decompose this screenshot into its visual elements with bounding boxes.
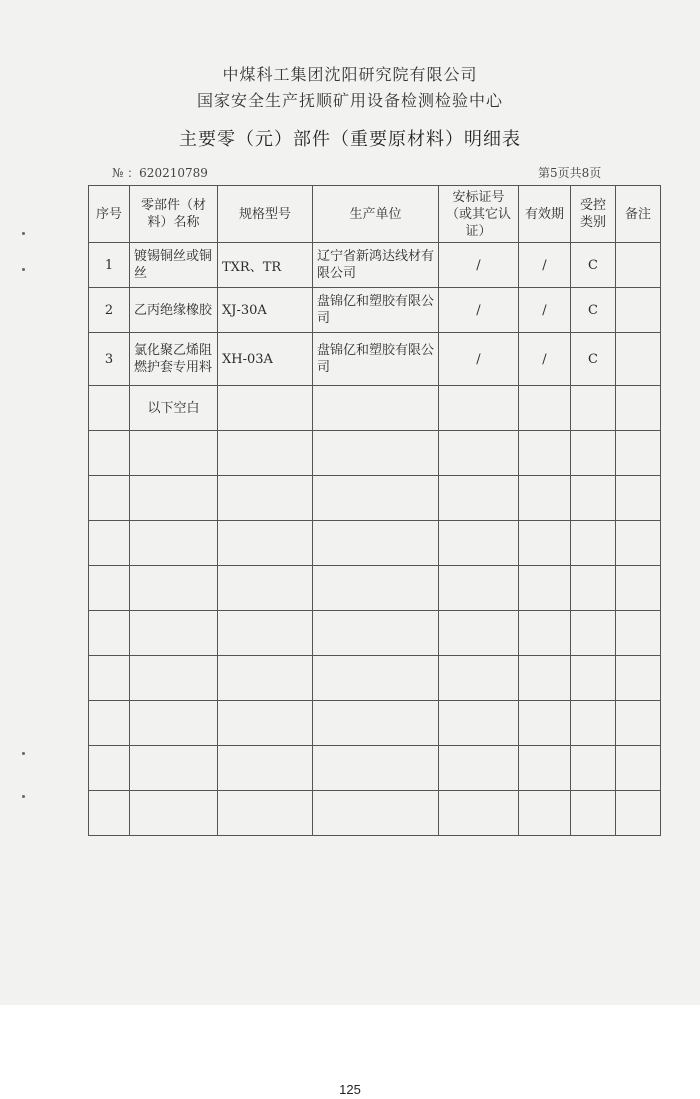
row-category: C (571, 243, 616, 288)
table-row (89, 386, 661, 431)
empty-row (89, 476, 661, 521)
row-cert: / (439, 243, 519, 288)
blank-note: 以下空白 (130, 386, 218, 431)
row-name: 氯化聚乙烯阻燃护套专用料 (130, 333, 218, 386)
row-name: 镀锡铜丝或铜丝 (130, 243, 218, 288)
parts-detail-table (88, 185, 661, 836)
col-header-name: 零部件（材料）名称 (130, 186, 218, 243)
row-validity: / (519, 333, 571, 386)
row-category: C (571, 288, 616, 333)
table-row (89, 333, 661, 386)
row-cert: / (439, 288, 519, 333)
row-model: XH-03A (218, 333, 313, 386)
empty-row (89, 431, 661, 476)
margin-mark (22, 232, 25, 235)
empty-row (89, 566, 661, 611)
col-header-no: 序号 (89, 186, 130, 243)
blank-cell (616, 386, 661, 431)
row-no: 2 (89, 288, 130, 333)
row-model: TXR、TR (218, 243, 313, 288)
page-info: 第5页共8页 (538, 166, 602, 180)
blank-cell (519, 386, 571, 431)
empty-row (89, 611, 661, 656)
row-maker: 辽宁省新鸿达线材有限公司 (313, 243, 439, 288)
row-validity: / (519, 243, 571, 288)
empty-row (89, 701, 661, 746)
col-header-model: 规格型号 (218, 186, 313, 243)
row-maker: 盘锦亿和塑胶有限公司 (313, 288, 439, 333)
row-no: 1 (89, 243, 130, 288)
blank-cell (571, 386, 616, 431)
row-validity: / (519, 288, 571, 333)
institute-name: 中煤科工集团沈阳研究院有限公司 (222, 65, 478, 84)
document-number: № ：620210789 (112, 166, 208, 180)
document-title: 主要零（元）部件（重要原材料）明细表 (179, 129, 521, 150)
row-maker: 盘锦亿和塑胶有限公司 (313, 333, 439, 386)
table-row (89, 288, 661, 333)
blank-cell (313, 386, 439, 431)
row-model: XJ-30A (218, 288, 313, 333)
row-cert: / (439, 333, 519, 386)
blank-cell (218, 386, 313, 431)
empty-row (89, 656, 661, 701)
center-name: 国家安全生产抚顺矿用设备检测检验中心 (196, 91, 503, 110)
row-name: 乙丙绝缘橡胶 (130, 288, 218, 333)
col-header-remark: 备注 (616, 186, 661, 243)
margin-mark (22, 752, 25, 755)
blank-cell (439, 386, 519, 431)
margin-mark (22, 795, 25, 798)
table-row (89, 243, 661, 288)
table-header-row (89, 186, 661, 243)
empty-row (89, 791, 661, 836)
page-number: 125 (339, 1082, 361, 1097)
col-header-maker: 生产单位 (313, 186, 439, 243)
margin-mark (22, 268, 25, 271)
row-remark (616, 243, 661, 288)
empty-row (89, 521, 661, 566)
blank-cell (89, 386, 130, 431)
row-no: 3 (89, 333, 130, 386)
empty-row (89, 746, 661, 791)
row-remark (616, 288, 661, 333)
row-category: C (571, 333, 616, 386)
row-remark (616, 333, 661, 386)
col-header-validity: 有效期 (519, 186, 571, 243)
col-header-category: 受控类别 (571, 186, 616, 243)
col-header-cert: 安标证号（或其它认证） (439, 186, 519, 243)
